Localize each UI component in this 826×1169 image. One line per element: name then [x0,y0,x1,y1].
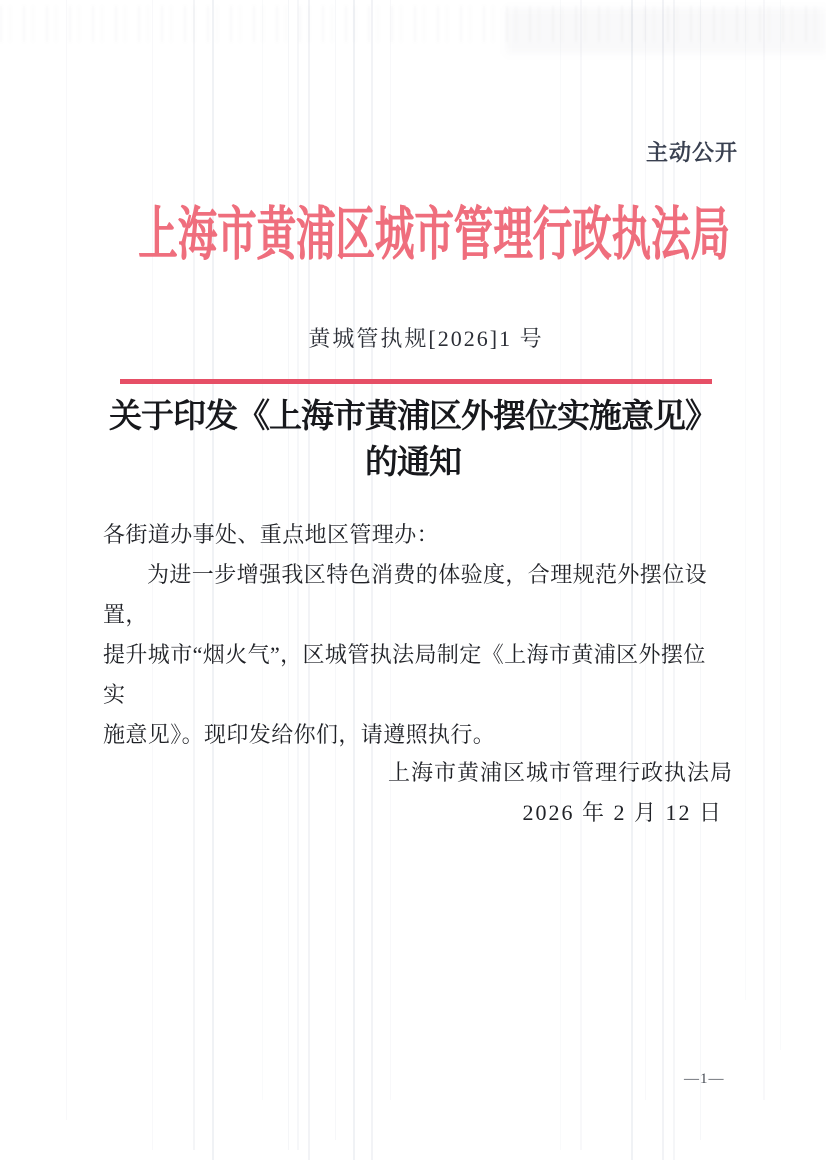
signature-date: 2026 年 2 月 12 日 [522,800,723,825]
salutation: 各街道办事处、重点地区管理办： [103,522,440,547]
signature-block [388,753,733,833]
notice-body [103,515,725,755]
document-number: 黄城管执规[2026]1 号 [308,326,544,351]
signature-agency: 上海市黄浦区城市管理行政执法局 [387,760,733,785]
body-line-3: 施意见》。现印发给你们，请遵照执行。 [103,722,496,747]
notice-title-line2: 的通知 [365,445,461,481]
notice-title [0,394,826,486]
body-line-1: 为进一步增强我区特色消费的体验度，合理规范外摆位设置， [103,562,708,627]
disclosure-label: 主动公开 [646,140,739,165]
agency-letterhead: 上海市黄浦区城市管理行政执法局 [138,202,730,267]
red-divider-rule [120,379,712,384]
body-line-2: 提升城市“烟火气”，区城管执法局制定《上海市黄浦区外摆位实 [103,642,706,707]
scan-noise-corner [506,8,826,54]
page-number: —1— [684,1071,725,1087]
notice-title-line1: 关于印发《上海市黄浦区外摆位实施意见》 [109,399,717,435]
